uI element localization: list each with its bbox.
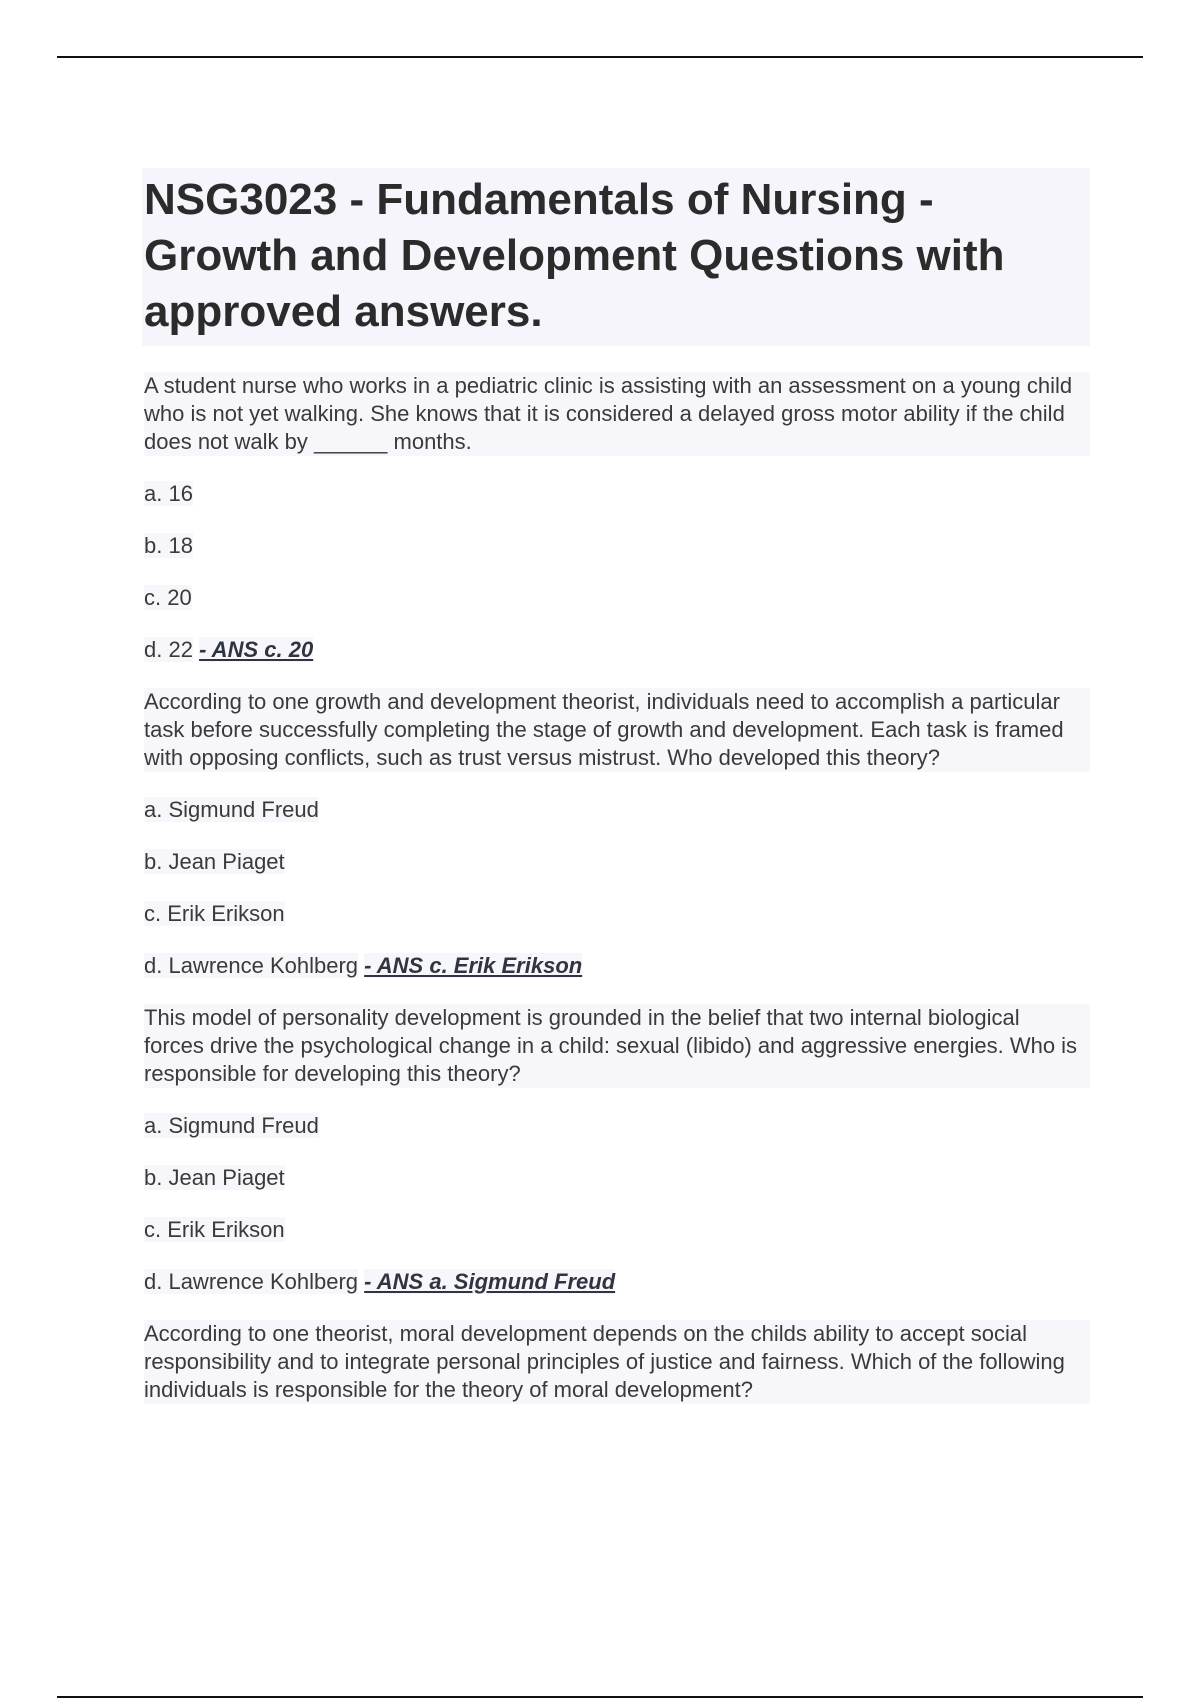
- top-rule: [57, 56, 1143, 58]
- answer-text: - ANS a. Sigmund Freud: [364, 1269, 616, 1294]
- question-block-2: [144, 688, 1090, 980]
- question-block-3: [144, 1004, 1090, 1296]
- question-block-1: [144, 372, 1090, 664]
- document-title: NSG3023 - Fundamentals of Nursing - Growth and Development Questions with approved answers.: [144, 175, 1005, 336]
- question-block-4: [144, 1320, 1090, 1428]
- question-text: According to one growth and development theorist, individuals need to accomplish a particular task before successfully completing the stage of growth and development. Each task is framed with opposing conflicts, such as trust versus mistrust. Who developed this theory?: [144, 688, 1090, 772]
- option-a: a. Sigmund Freud: [144, 797, 319, 822]
- title-block: [142, 168, 1090, 346]
- answer-text: - ANS c. 20: [199, 637, 314, 662]
- bottom-rule: [57, 1696, 1143, 1698]
- option-b: b. Jean Piaget: [144, 849, 285, 874]
- option-d: d. 22 - ANS c. 20: [144, 637, 314, 662]
- option-d: d. Lawrence Kohlberg - ANS a. Sigmund Freud: [144, 1269, 616, 1294]
- option-b: b. 18: [144, 533, 193, 558]
- option-b: b. Jean Piaget: [144, 1165, 285, 1190]
- option-c: c. Erik Erikson: [144, 901, 285, 926]
- option-c: c. 20: [144, 585, 192, 610]
- option-a: a. Sigmund Freud: [144, 1113, 319, 1138]
- option-c: c. Erik Erikson: [144, 1217, 285, 1242]
- answer-text: - ANS c. Erik Erikson: [364, 953, 583, 978]
- option-a: a. 16: [144, 481, 193, 506]
- document-body: [144, 168, 1090, 1430]
- question-text: According to one theorist, moral development depends on the childs ability to accept social responsibility and to integrate personal principles of justice and fairness. Which of the following individuals is responsible for the theory of moral development?: [144, 1320, 1090, 1404]
- question-text: A student nurse who works in a pediatric clinic is assisting with an assessment on a young child who is not yet walking. She knows that it is considered a delayed gross motor ability if the child does not walk by ______ months.: [144, 372, 1090, 456]
- question-text: This model of personality development is grounded in the belief that two internal biological forces drive the psychological change in a child: sexual (libido) and aggressive energies. Who is responsible for developing this theory?: [144, 1004, 1090, 1088]
- option-d: d. Lawrence Kohlberg - ANS c. Erik Erikson: [144, 953, 583, 978]
